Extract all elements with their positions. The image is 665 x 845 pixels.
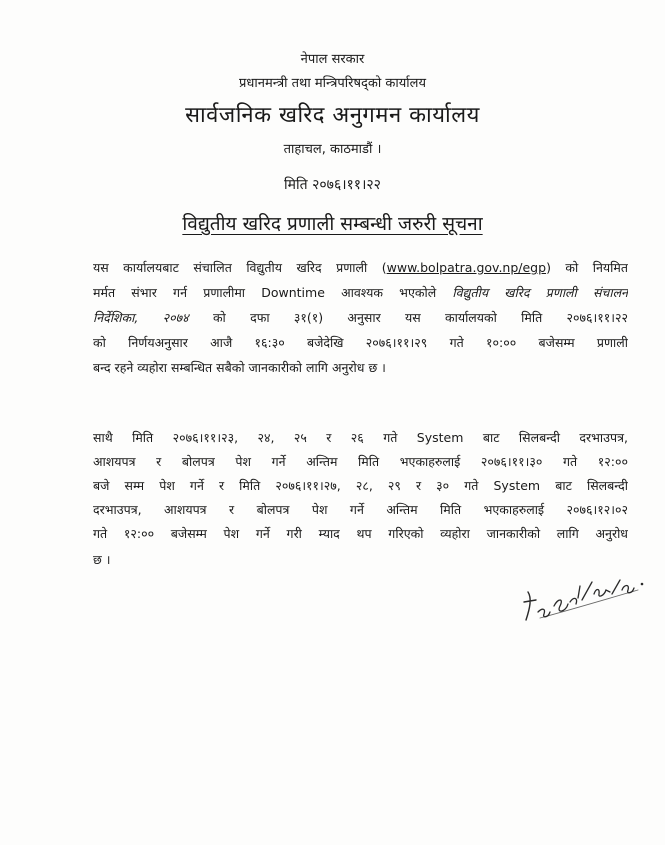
paragraph-2-line-1: साथै मिति २०७६।११।२३, २४, २५ र २६ गते System बाट सिलबन्दी दरभाउपत्र, — [93, 430, 628, 445]
government-name: नेपाल सरकार — [300, 52, 365, 67]
p1-line3-em: निर्देशिका, २०७४ — [93, 310, 189, 325]
paragraph-2-line-6: छ । — [93, 552, 111, 567]
paragraph-2-line-4: दरभाउपत्र, आशयपत्र र बोलपत्र पेश गर्ने अन्तिम मिति भएकाहरुलाई २०७६।१२।०२ — [93, 502, 628, 517]
p1-line2: मर्मत संभार गर्न प्रणालीमा Downtime आवश्यक भएकोले — [93, 285, 437, 300]
p1-line1-a: यस कार्यालयबाट संचालित विद्युतीय खरिद प्रणाली ( — [93, 260, 387, 275]
ministry-name: प्रधानमन्त्री तथा मन्त्रिपरिषद्‌को कार्यालय — [239, 76, 426, 91]
p1-line2-em: विद्युतीय खरिद प्रणाली संचालन — [452, 285, 628, 300]
paragraph-2-line-3: बजे सम्म पेश गर्ने र मिति २०७६।११।२७, २८, २९ र ३० गते System बाट सिलबन्दी — [93, 478, 628, 493]
paragraph-1-line-4: को निर्णयअनुसार आजै १६:३० बजेदेखि २०७६।११।२९ गते १०:०० बजेसम्म प्रणाली — [93, 335, 628, 350]
notice-title — [0, 210, 665, 236]
paragraph-1-line-2 — [93, 283, 628, 303]
paragraph-2-line-5: गते १२:०० बजेसम्म पेश गर्ने गरी म्याद थप गरिएको व्यहोरा जानकारीको लागि अनुरोध — [93, 526, 628, 541]
paragraph-1-line-1 — [93, 258, 628, 278]
paragraph-2-line-2: आशयपत्र र बोलपत्र पेश गर्ने अन्तिम मिति भएकाहरुलाई २०७६।११।३० गते १२:०० — [93, 454, 628, 469]
p1-line1-b: ) को नियमित — [546, 260, 628, 275]
egp-link[interactable]: www.bolpatra.gov.np/egp — [386, 260, 547, 275]
office-name: सार्वजनिक खरिद अनुगमन कार्यालय — [185, 103, 480, 128]
notice-title-text: विद्युतीय खरिद प्रणाली सम्बन्धी जरुरी सूचना — [182, 213, 483, 235]
handwritten-signature-icon — [520, 568, 650, 628]
notice-date: मिति २०७६।११।२२ — [284, 177, 381, 193]
paragraph-1-line-5: बन्द रहने व्यहोरा सम्बन्धित सबैको जानकारीको लागि अनुरोध छ । — [93, 360, 386, 375]
p1-line3: को दफा ३१(१) अनुसार यस कार्यालयको मिति २०७६।११।२२ — [212, 310, 628, 325]
office-address: ताहाचल, काठमाडौं । — [283, 142, 382, 157]
paragraph-1-line-3 — [93, 308, 628, 328]
